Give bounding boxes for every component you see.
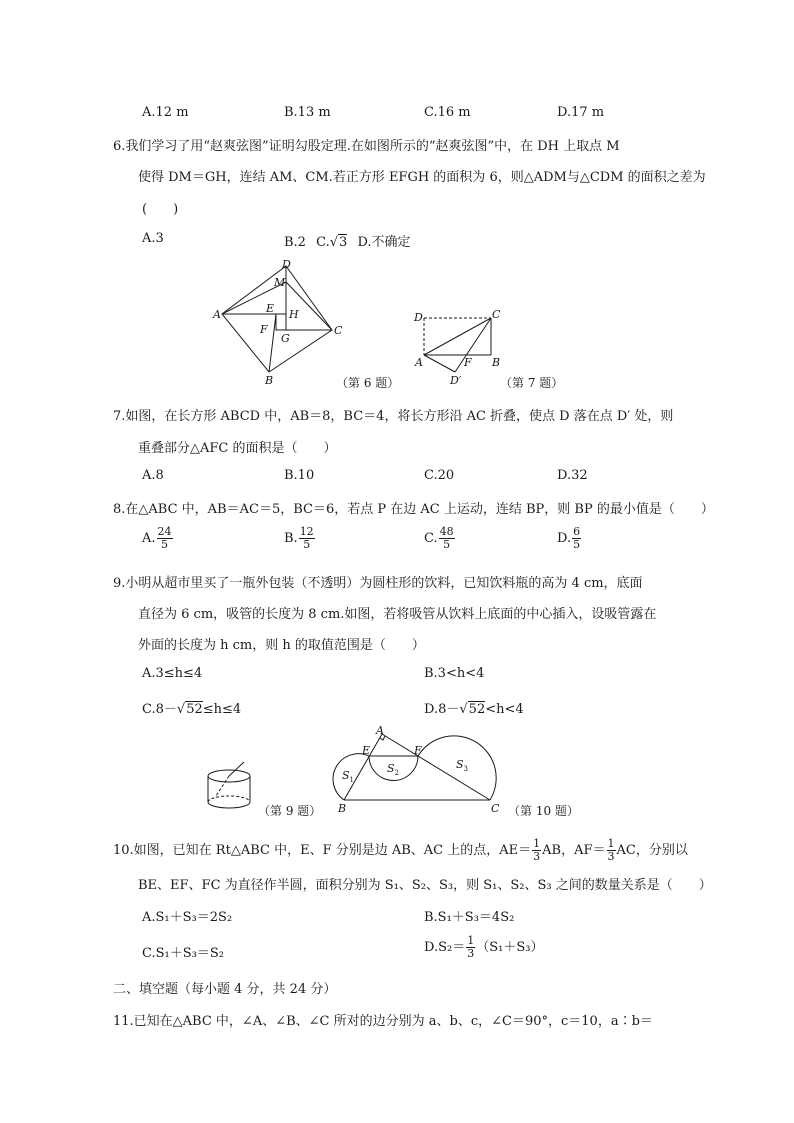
q10-option-d-suffix: （S₁＋S₃）	[476, 940, 544, 955]
q10-option-b: B.S₁＋S₃＝4S₂	[424, 910, 515, 925]
q9-stem-line1: 9.小明从超市里买了一瓶外包装（不透明）为圆柱形的饮料，已知饮料瓶的高为 4 cm，底面	[113, 576, 643, 591]
q10-stem-line2: BE、EF、FC 为直径作半圆，面积分别为 S₁、S₂、S₃，则 S₁、S₂、S₃ 之间的数量关系是（ ）	[138, 878, 712, 893]
q6-option-a: A.3	[142, 231, 164, 246]
fig10-label-e: E	[362, 744, 371, 757]
q8-option-d-label: D.	[557, 531, 572, 546]
q10-stem-line1	[113, 838, 688, 863]
q10-option-d-fraction: $\frac{1}{3}$	[467, 934, 475, 960]
section-2-title: 二、填空题（每小题 4 分，共 24 分）	[113, 982, 337, 997]
q10-option-d	[424, 935, 543, 960]
q5-option-b: B.13 m	[284, 105, 331, 120]
q9-option-b: B.3<h<4	[424, 666, 485, 681]
q10-option-d-prefix: D.S₂＝	[424, 940, 466, 955]
q6-option-d: D.不确定	[357, 235, 411, 250]
fig10-label-s2: $S_2$	[387, 762, 400, 777]
fig6-label-c: C	[334, 324, 343, 337]
q9-option-c-suffix: ≤h≤4	[202, 702, 242, 717]
q6-option-b: B.2 C.√3 D.不确定	[284, 235, 411, 250]
q11-stem-line1: 11.已知在△ABC 中，∠A、∠B、∠C 所对的边分别为 a、b、c，∠C＝90°，c＝10，a∶b＝	[113, 1014, 653, 1029]
q7-stem-line1: 7.如图，在长方形 ABCD 中，AB＝8，BC＝4，将长方形沿 AC 折叠，使点 D 落在点 D′ 处，则	[113, 409, 674, 424]
q9-stem-line2: 直径为 6 cm，吸管的长度为 8 cm.如图，若将吸管从饮料上底面的中心插入，设吸管露在	[138, 607, 657, 622]
fig6-label-f: F	[260, 323, 268, 336]
fig10-label-b: B	[338, 802, 347, 815]
q10-fraction-af: $\frac{1}{3}$	[607, 837, 615, 863]
fig6-label-a: A	[213, 308, 221, 321]
q5-option-c: C.16 m	[424, 105, 471, 120]
q7-option-d: D.32	[557, 468, 588, 483]
q9-option-c-prefix: C.8－	[142, 702, 177, 717]
q9-option-d-suffix: <h<4	[485, 702, 524, 717]
fig7-label-c: C	[492, 308, 501, 321]
q7-stem-line2: 重叠部分△AFC 的面积是（ ）	[138, 441, 337, 456]
fig10-label-s3: $S_3$	[456, 758, 469, 773]
q10-option-c: C.S₁＋S₃＝S₂	[142, 946, 224, 961]
q6-stem-line1: 6.我们学习了用“赵爽弦图”证明勾股定理.在如图所示的“赵爽弦图”中，在 DH 上取点 M	[113, 139, 620, 154]
fig10-label-s1: $S_1$	[342, 769, 355, 784]
q9-option-d-radicand: 52	[468, 702, 486, 717]
q8-option-c	[424, 526, 456, 551]
fig6-segment-cm	[286, 282, 332, 330]
q9-option-c-radicand: 52	[186, 702, 203, 717]
q6-option-b-text: B.2	[284, 235, 306, 250]
fig6-label-e: E	[266, 302, 275, 315]
fig10-label-c: C	[491, 802, 500, 815]
fig10-caption: （第 10 题）	[508, 804, 579, 818]
q9-option-d-prefix: D.8－	[424, 702, 460, 717]
q9-option-d: D.8－√52<h<4	[424, 702, 524, 717]
q8-option-c-fraction: $\frac{48}{5}$	[439, 525, 454, 551]
q8-option-b-fraction: $\frac{12}{5}$	[299, 525, 314, 551]
q9-option-c: C.8－√52≤h≤4	[142, 702, 242, 717]
figure-6	[210, 256, 400, 388]
fig7-label-a: A	[415, 356, 423, 369]
q8-option-d	[557, 526, 582, 551]
q9-stem-line3: 外面的长度为 h cm，则 h 的取值范围是（ ）	[138, 638, 425, 653]
fig6-label-h: H	[289, 308, 299, 321]
q8-option-c-label: C.	[424, 531, 438, 546]
fig7-label-d-prime: D′	[450, 374, 462, 387]
q8-option-d-fraction: $\frac{6}{5}$	[573, 525, 581, 551]
fig10-side-ac	[382, 734, 490, 800]
q6-stem-line2: 使得 DM＝GH，连结 AM、CM.若正方形 EFGH 的面积为 6，则△ADM与△CDM 的面积之差为	[138, 170, 706, 185]
fig10-label-a: A	[376, 724, 384, 737]
fig6-label-d: D	[282, 258, 291, 271]
q9-option-a: A.3≤h≤4	[142, 666, 203, 681]
q8-option-a	[142, 526, 174, 551]
figure-7	[410, 308, 510, 388]
figure-10	[328, 724, 508, 816]
fig7-segment-cd-prime	[455, 318, 491, 372]
q10-line1-part-a: 10.如图，已知在 Rt△ABC 中，E、F 分别是边 AB、AC 上的点，AE＝	[113, 843, 532, 858]
q5-option-d: D.17 m	[557, 105, 605, 120]
fig7-segment-ad-prime	[424, 355, 455, 372]
fig6-inner-square	[276, 314, 286, 330]
fig6-caption: （第 6 题）	[336, 376, 400, 390]
q10-fraction-ae: $\frac{1}{3}$	[533, 837, 541, 863]
fig6-label-m: M	[274, 276, 286, 289]
q5-option-a: A.12 m	[142, 105, 189, 120]
q6-option-c-label: C.	[316, 235, 330, 250]
fig6-label-b: B	[265, 374, 274, 387]
q10-line1-part-c: AC，分别以	[616, 843, 688, 858]
q10-option-a: A.S₁＋S₃＝2S₂	[142, 910, 233, 925]
q8-option-b	[284, 526, 316, 551]
fig10-label-f: F	[414, 744, 422, 757]
q8-stem-line1: 8.在△ABC 中，AB＝AC＝5，BC＝6，若点 P 在边 AC 上运动，连结 BP，则 BP 的最小值是（ ）	[113, 502, 714, 517]
fig7-label-d: D	[414, 311, 423, 324]
fig7-label-f: F	[464, 356, 472, 369]
q10-line1-part-b: AB，AF＝	[542, 843, 606, 858]
q6-answer-paren: ( )	[142, 202, 179, 217]
fig7-caption: （第 7 题）	[500, 376, 564, 390]
q8-option-b-label: B.	[284, 531, 298, 546]
q8-option-a-fraction: $\frac{24}{5}$	[157, 525, 172, 551]
fig7-label-b: B	[492, 356, 501, 369]
q7-option-a: A.8	[142, 468, 164, 483]
q7-option-b: B.10	[284, 468, 315, 483]
fig9-caption: （第 9 题）	[258, 804, 322, 818]
q7-option-c: C.20	[424, 468, 455, 483]
q8-option-a-label: A.	[142, 531, 156, 546]
fig7-diagonal-ac	[424, 318, 491, 355]
q6-option-c-radicand: 3	[339, 235, 348, 250]
figure-9	[202, 758, 262, 818]
fig6-label-g: G	[281, 332, 290, 345]
fig9-straw	[229, 762, 244, 776]
